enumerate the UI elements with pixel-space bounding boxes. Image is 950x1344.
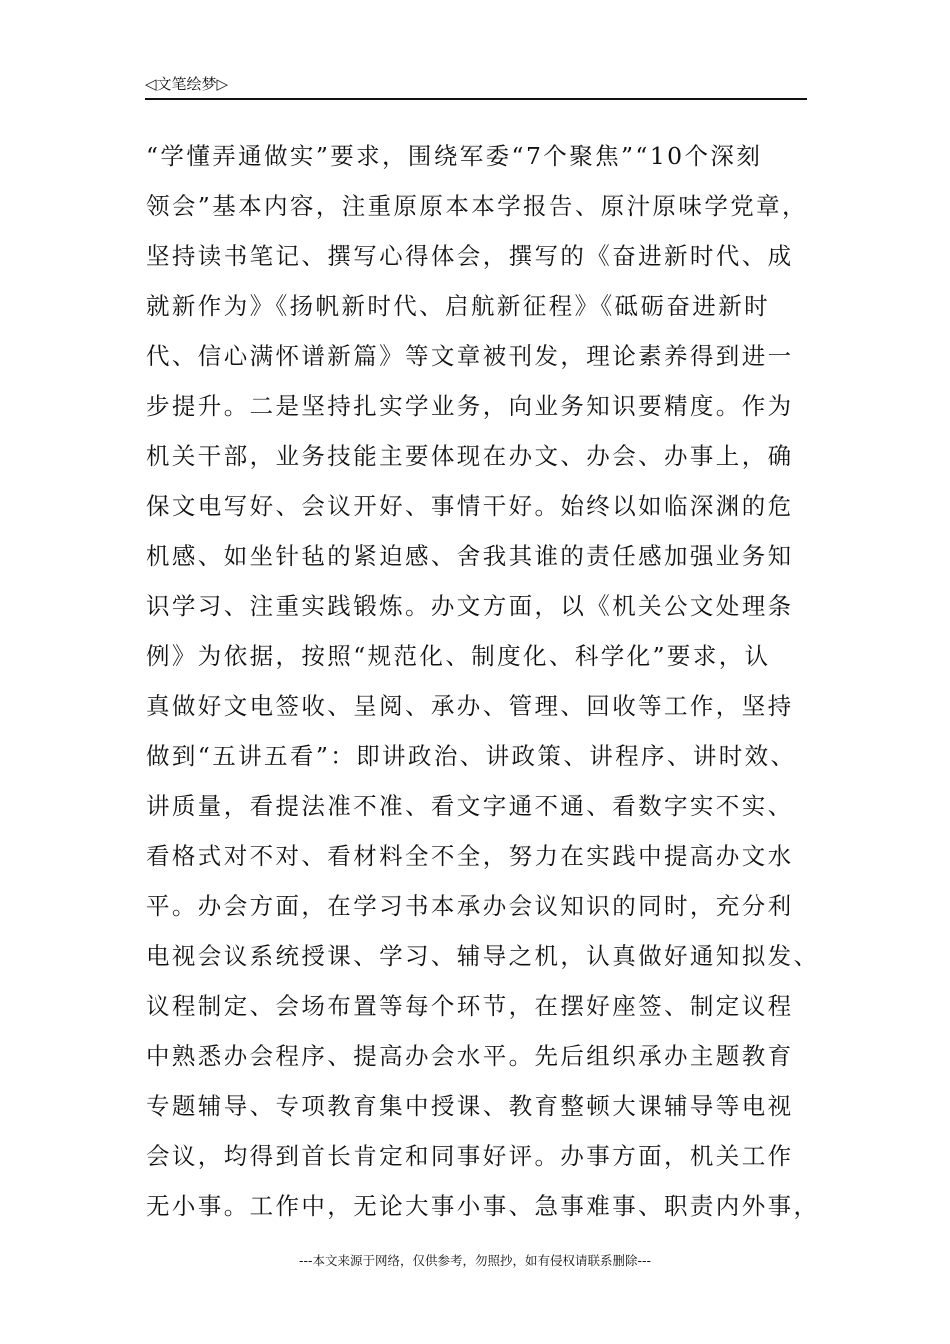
text-line: “学懂弄通做实”要求，围绕军委“7个聚焦”“10个深刻 (146, 142, 763, 170)
text-line: 议程制定、会场布置等每个环节，在摆好座签、制定议程 (146, 992, 794, 1020)
text-line: 中熟悉办会程序、提高办会水平。先后组织承办主题教育 (146, 1042, 794, 1070)
text-line: 领会”基本内容，注重原原本本学报告、原汁原味学党章， (146, 192, 808, 220)
text-line: 专题辅导、专项教育集中授课、教育整顿大课辅导等电视 (146, 1092, 794, 1120)
body-text (146, 131, 820, 1231)
text-line: 例》为依据，按照“规范化、制度化、科学化”要求，认 (146, 642, 771, 670)
text-line: 做到“五讲五看”：即讲政治、讲政策、讲程序、讲时效、 (146, 742, 797, 770)
text-line: 步提升。二是坚持扎实学业务，向业务知识要精度。作为 (146, 392, 794, 420)
text-line: 坚持读书笔记、撰写心得体会，撰写的《奋进新时代、成 (146, 242, 794, 270)
text-line: 看格式对不对、看材料全不全，努力在实践中提高办文水 (146, 842, 794, 870)
text-line: 电视会议系统授课、学习、辅导之机，认真做好通知拟发、 (146, 942, 820, 970)
text-line: 就新作为》《扬帆新时代、启航新征程》《砥砺奋进新时 (146, 292, 770, 320)
text-line: 机关干部，业务技能主要体现在办文、办会、办事上，确 (146, 442, 794, 470)
page-footer: ---本文来源于网络，仅供参考，勿照抄，如有侵权请联系删除--- (298, 1253, 652, 1268)
text-line: 平。办会方面，在学习书本承办会议知识的同时，充分利 (146, 892, 794, 920)
text-line: 机感、如坐针毡的紧迫感、舍我其谁的责任感加强业务知 (146, 542, 794, 570)
page-header (145, 74, 807, 100)
text-line: 讲质量，看提法准不准、看文字通不通、看数字实不实、 (146, 792, 794, 820)
text-line: 会议，均得到首长肯定和同事好评。办事方面，机关工作 (146, 1142, 794, 1170)
header-title: ◁文笔绘梦▷ (145, 75, 229, 93)
text-line: 保文电写好、会议开好、事情干好。始终以如临深渊的危 (146, 492, 794, 520)
text-line: 无小事。工作中，无论大事小事、急事难事、职责内外事， (146, 1192, 820, 1220)
text-line: 真做好文电签收、呈阅、承办、管理、回收等工作，坚持 (146, 692, 794, 720)
text-line: 代、信心满怀谱新篇》等文章被刊发，理论素养得到进一 (146, 342, 794, 370)
text-line: 识学习、注重实践锻炼。办文方面，以《机关公文处理条 (146, 592, 794, 620)
